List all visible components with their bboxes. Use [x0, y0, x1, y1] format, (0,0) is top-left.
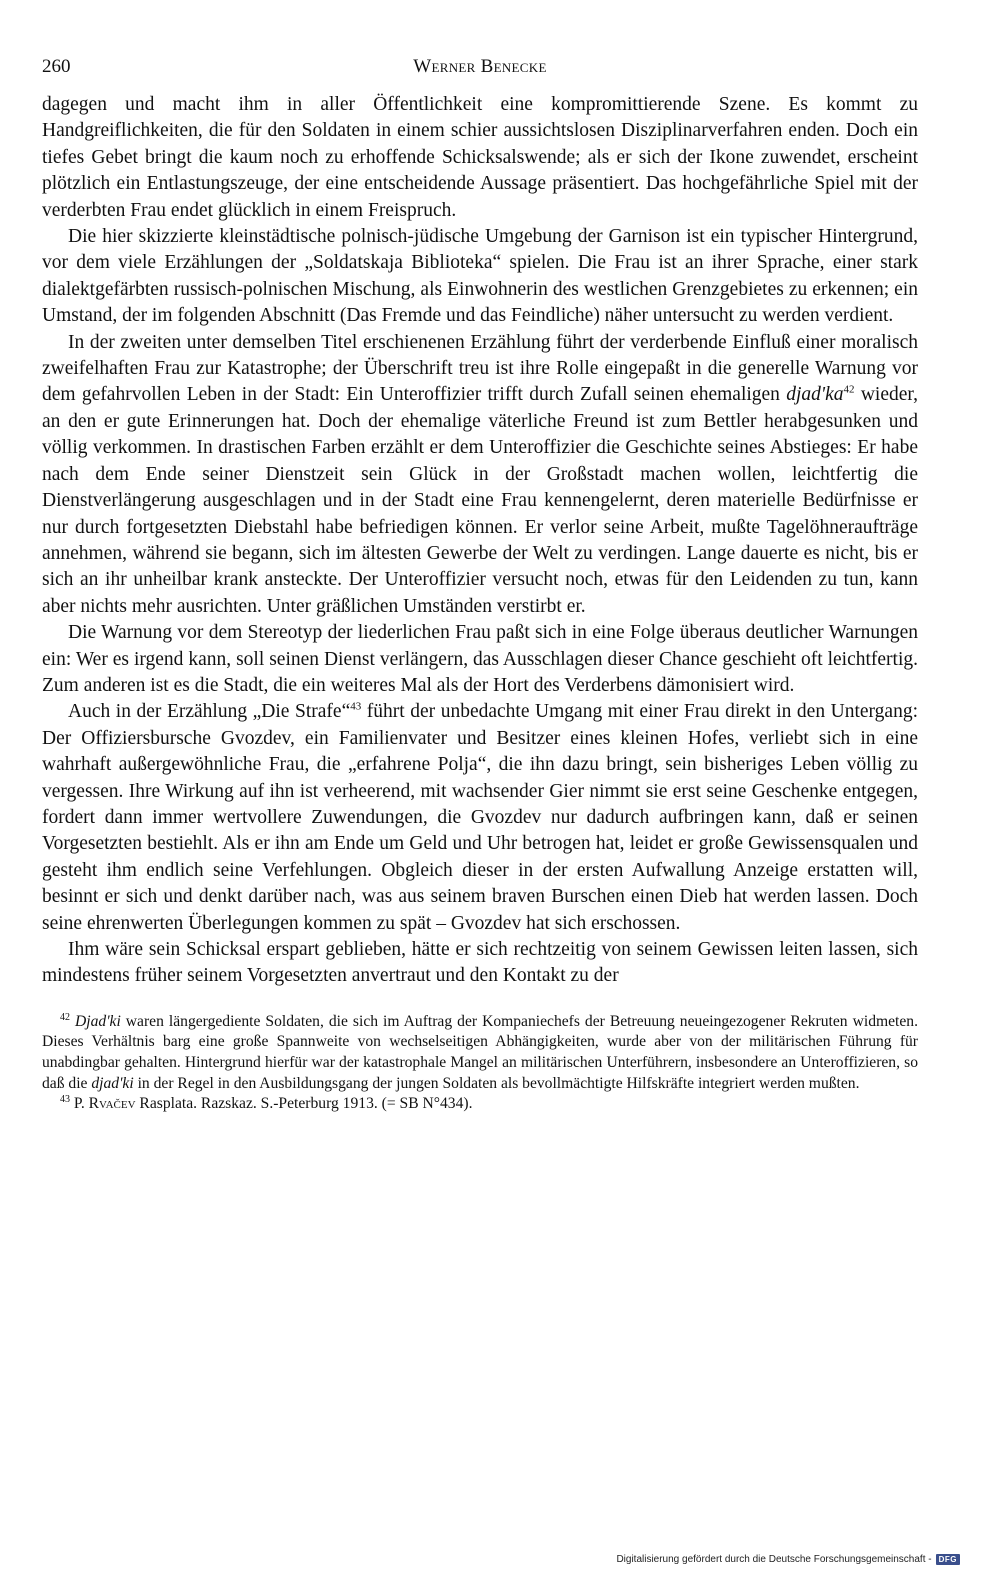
term-djadka: djad'ka	[786, 384, 844, 406]
footnote-42-text-a: waren längergediente Soldaten, die sich im Auftrag der Kompaniechefs der Betreuung neueingezogener Rekruten widmeten. Dieses Verhältnis barg eine große Spannweite von wechselseitigen Abhängigkeiten, wurde aber von der militärischen Führung für unabdingbar gehalten. Hintergrund hierfür war der katastrophale Mangel an militärischen Unterführern, insbesondere an Unteroffizieren, so daß die	[42, 1012, 918, 1092]
paragraph-3-text-b: wieder, an den er gute Erinnerungen hat. Doch der ehemalige väterliche Freund ist zum Bettler herabgesunken und völlig verkommen. In drastischen Farben erzählt er dem Unteroffizier die Geschichte seines Abstieges: Er habe nach dem Ende seiner Dienstzeit sein Glück in der Großstadt machen wollen, leichtfertig die Dienstverlängerung ausgeschlagen und in der Stadt eine Frau kennengelernt, deren materielle Bedürfnisse er nur durch fortgesetzten Diebstahl habe befriedigen können. Er verlor seine Arbeit, mußte Tagelöhneraufträge annehmen, während sie begann, sich im ältesten Gewerbe der Welt zu verdingen. Lange dauerte es nicht, bis er sich an ihr unheilbar krank ansteckte. Der Unteroffizier versucht noch, etwas für den Leidenden zu tun, kann aber nichts mehr ausrichten. Unter gräßlichen Umständen verstirbt er.	[42, 384, 918, 617]
footnote-42-text-b: in der Regel in den Ausbildungsgang der jungen Soldaten als bevollmächtigte Hilfskräfte integriert werden mußten.	[133, 1074, 860, 1092]
footnote-43-text: Rasplata. Razskaz. S.-Peterburg 1913. (= SB N°434).	[135, 1095, 473, 1113]
credit-text: Digitalisierung gefördert durch die Deutsche Forschungsgemeinschaft -	[616, 1554, 932, 1565]
footnote-43-author: P. Rvačev	[73, 1095, 136, 1113]
paragraph-4: Die Warnung vor dem Stereotyp der liederlichen Frau paßt sich in eine Folge überaus deutlicher Warnungen ein: Wer es irgend kann, soll seinen Dienst verlängern, das Ausschlagen dieser Chance geschieht oft leichtfertig. Zum anderen ist es die Stadt, die ein weiteres Mal als der Hort des Verderbens dämonisiert wird.	[42, 622, 918, 696]
footnote-43-number: 43	[60, 1094, 70, 1105]
footnote-ref-42: 42	[843, 383, 855, 396]
paragraph-3-text-a: In der zweiten unter demselben Titel erschienenen Erzählung führt der verderbende Einfluß einer moralisch zweifelhaften Frau zur Katastrophe; der Überschrift treu ist ihre Rolle eingepaßt in die generelle Warnung vor dem gefahrvollen Leben in der Stadt: Ein Unteroffizier trifft durch Zufall seinen ehemaligen	[42, 331, 918, 406]
footnote-42-number: 42	[60, 1011, 70, 1023]
page-number: 260	[42, 56, 71, 77]
paragraph-3	[42, 330, 918, 620]
paragraph-5-text-a: Auch in der Erzählung „Die Strafe“	[68, 701, 351, 723]
paragraph-5-text-b: führt der unbedachte Umgang mit einer Frau direkt in den Untergang: Der Offiziersbursche Gvozdev, ein Familienvater und Besitzer eines kleinen Hofes, verliebt sich in eine wahrhaft außergewöhnliche Frau, die „erfahrene Polja“, die ihn dazu bringt, sein bisheriges Leben völlig zu vergessen. Ihre Wirkung auf ihn ist verheerend, mit wachsender Gier nimmt sie erst seine Geschenke entgegen, fordert dann immer wertvollere Zuwendungen, die Gvozdev nur dadurch aufbringen kann, daß er seinen Vorgesetzten bestiehlt. Als er ihn am Ende um Geld und Uhr betrogen hat, leidet er große Gewissensqualen und gesteht ihm endlich seine Verfehlungen. Obgleich dieser in der ersten Aufwallung Anzeige erstatten will, besinnt er sich und denkt darüber nach, was aus seinem braven Burschen einen Dieb hat werden lassen. Doch seine ehrenwerten Überlegungen kommen zu spät – Gvozdev hat sich erschossen.	[42, 701, 918, 934]
paragraph-2: Die hier skizzierte kleinstädtische polnisch-jüdische Umgebung der Garnison ist ein typischer Hintergrund, vor dem viele Erzählungen der „Soldatskaja Biblioteka“ spielen. Die Frau ist an ihrer Sprache, einer stark dialektgefärbten russisch-polnischen Mischung, als Einwohnerin des westlichen Grenzgebietes zu erkennen; ein Umstand, der im folgenden Abschnitt (Das Fremde und das Feindliche) näher untersucht zu werden verdient.	[42, 226, 918, 327]
page-header	[42, 56, 918, 86]
paragraph-5	[42, 699, 918, 937]
dfg-logo: DFG	[936, 1554, 960, 1565]
paragraph-1: dagegen und macht ihm in aller Öffentlichkeit eine kompromittierende Szene. Es kommt zu Handgreiflichkeiten, die für den Soldaten in einem schier aussichtslosen Disziplinarverfahren enden. Doch ein tiefes Gebet bringt die kaum noch zu erhoffende Schicksalswende; als er sich der Ikone zuwendet, erscheint plötzlich ein Entlastungszeuge, der eine entscheidende Aussage präsentiert. Das hochgefährliche Spiel mit der verderbten Frau endet glücklich in einem Freispruch.	[42, 94, 918, 221]
footnote-42-term-2: djad'ki	[91, 1074, 134, 1092]
footnotes	[42, 1012, 918, 1115]
digitization-credit	[616, 1554, 960, 1565]
running-head: Werner Benecke	[413, 56, 547, 77]
footnote-42-term: Djad'ki	[75, 1012, 121, 1030]
main-text	[42, 92, 918, 990]
paragraph-6: Ihm wäre sein Schicksal erspart geblieben, hätte er sich rechtzeitig von seinem Gewissen leiten lassen, sich mindestens früher seinem Vorgesetzten anvertraut und den Kontakt zu der	[42, 939, 918, 987]
footnote-ref-43: 43	[350, 700, 362, 713]
footnote-43	[42, 1094, 918, 1115]
book-page	[42, 56, 918, 1115]
footnote-42	[42, 1012, 918, 1094]
